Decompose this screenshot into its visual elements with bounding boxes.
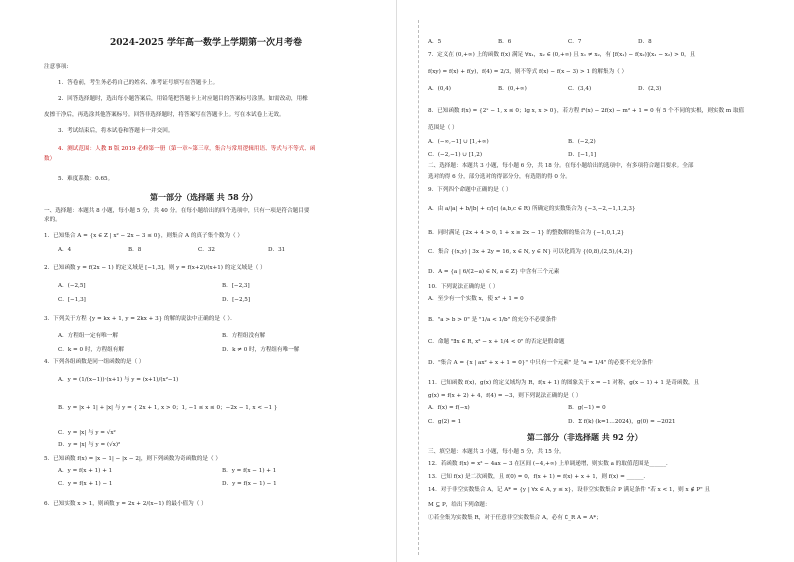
notice-item: 4．测试范围：人教 B 版 2019 必修第一册（第一章~第三章，集合与常用逻辑用语、等式与不等式、函 xyxy=(58,146,316,152)
option: B．"a > b > 0" 是 "1/a < 1/b" 的充分不必要条件 xyxy=(428,317,557,323)
option: B．同时满足 {2x + 4 > 0, 1 + x ≥ 2x − 1} 的整数解的集合为 {−1,0,1,2} xyxy=(428,230,625,236)
question-12: 12．若函数 f(x) = x² − 4ax − 3 在区间 (−4,+∞) 上单调递增，则实数 a 的取值范围是______． xyxy=(428,461,672,467)
question-5: 5．已知函数 f(x) = |x − 1| − |x − 2|，则下列函数为奇函数的是（ ） xyxy=(44,456,221,462)
option: C．7 xyxy=(568,39,582,45)
option: C．y = f(x + 1) − 1 xyxy=(58,481,113,487)
question-2: 2．已知函数 y = f(2x − 1) 的定义域是 [−1,3]，则 y = f(x+2)/(x+1) 的定义域是（ ） xyxy=(44,265,266,271)
option: D．[−2,5] xyxy=(222,297,251,303)
option: C．g(2) = 1 xyxy=(428,419,462,425)
option: C．(3,4) xyxy=(568,86,592,92)
question-6: 6．已知实数 x > 1，则函数 y = 2x + 2/(x−1) 的最小值为（ ） xyxy=(44,501,207,507)
option: A．4 xyxy=(58,247,72,253)
question-9: 9．下列四个命题中正确的是（ ） xyxy=(428,187,512,193)
question-1: 1．已知集合 A = {x ∈ Z | x² − 2x − 3 ≤ 0}，则集合 A 的真子集个数为（ ） xyxy=(44,233,243,239)
option: B．6 xyxy=(498,39,512,45)
option: C．y = |x| 与 y = √x² xyxy=(58,430,116,436)
option: A．(−∞,−1] ∪ [1,+∞) xyxy=(428,139,489,145)
question-7: 7．定义在 (0,+∞) 上的函数 f(x) 满足 ∀x₁，x₂ ∈ (0,+∞) 且 x₁ ≠ x₂，有 [f(x₁) − f(x₂)](x₁ − x₂) > 0，且 xyxy=(428,52,696,58)
notice-item: 数） xyxy=(44,156,56,162)
question-14: 14．对于非空实数集合 A，记 A* = {y | ∀x ∈ A, y ≤ x}，设非空实数集合 P 满足条件 "若 x < 1，则 x ∉ P" 且 xyxy=(428,487,711,493)
notice-title: 注意事项: xyxy=(44,64,69,70)
section-instruction: 二、选择题：本题共 3 小题，每小题 6 分，共 18 分。在每小题给出的选项中，有多项符合题目要求。全部 xyxy=(428,163,694,169)
option: B．8 xyxy=(128,247,142,253)
option: B．g(−1) = 0 xyxy=(568,405,606,411)
option: D．8 xyxy=(638,39,652,45)
question-14-cont: M ⊆ P，给出下列命题： xyxy=(428,502,491,508)
part2-title: 第二部分（非选择题 共 92 分） xyxy=(527,432,643,442)
option: C．32 xyxy=(198,247,215,253)
notice-item: 2．回答选择题时，选出每小题答案后，用铅笔把答题卡上对应题目的答案标号涂黑。如需改动，用橡 xyxy=(58,96,308,102)
option: A．至少有一个实数 x，使 x² + 1 = 0 xyxy=(428,296,524,302)
section-instruction: 一、选择题：本题共 8 小题，每小题 5 分，共 40 分。在每小题给出的四个选项中，只有一项是符合题目要 xyxy=(44,208,310,214)
notice-item: 1．答卷前，考生务必将自己的姓名、准考证号填写在答题卡上。 xyxy=(58,80,219,86)
option: A．(0,4) xyxy=(428,86,451,92)
option: D．A = {a | 6/(2−a) ∈ N, a ∈ Z} 中含有三个元素 xyxy=(428,269,560,275)
option: D．k ≠ 0 时，方程组有唯一解 xyxy=(222,347,300,353)
option: C．[−1,3] xyxy=(58,297,86,303)
section-instruction: 三、填空题：本题共 3 小题，每小题 5 分，共 15 分。 xyxy=(428,449,565,455)
question-8: 8．已知函数 f(x) = {2ˣ − 1, x ≤ 0；lg x, x > 0}，若方程 f²(x) − 2f(x) − m² + 1 = 0 有 5 个不同的实根，则实数 m 取值 xyxy=(428,108,745,114)
question-8-cont: 范围是（ ） xyxy=(428,125,458,131)
option: A．f(x) = f(−x) xyxy=(428,405,470,411)
option: B．(0,+∞) xyxy=(498,86,527,92)
question-7-cont: f(xy) = f(x) + f(y)，f(4) = 2/3，则不等式 f(x) − f(x − 3) > 1 的解集为（ ） xyxy=(428,69,628,75)
option: D．31 xyxy=(268,247,286,253)
option: B．[−2,3] xyxy=(222,283,250,289)
right-column xyxy=(397,0,794,562)
option: C．命题 "∃x ∈ R, x² − x + 1/4 < 0" 的否定是假命题 xyxy=(428,339,565,345)
question-14-item: ①若全集为实数集 R，对于任意非空实数集合 A，必有 ∁_R A = A*； xyxy=(428,515,602,521)
option: D．"集合 A = {x | ax² + x + 1 = 0}" 中只有一个元素" 是 "a = 1/4" 的必要不充分条件 xyxy=(428,360,653,366)
notice-item: 5．难度系数：0.65。 xyxy=(58,176,114,182)
option: B．y = |x + 1| + |x| 与 y = { 2x + 1, x > 0；1, −1 ≤ x ≤ 0；−2x − 1, x < −1 } xyxy=(58,405,278,411)
option: D．(2,3) xyxy=(638,86,662,92)
question-11: 11．已知函数 f(x)，g(x) 的定义域均为 R，f(x + 1) 的图象关于 x = −1 对称，g(x − 1) + 1 是奇函数，且 xyxy=(428,380,700,386)
option: C．集合 {(x,y) | 3x + 2y = 16, x ∈ N, y ∈ N} 可以化简为 {(0,8),(2,5),(4,2)} xyxy=(428,249,634,255)
option: C．(−2,−1) ∪ [1,2) xyxy=(428,152,483,158)
section-instruction: 求的。 xyxy=(44,217,61,223)
question-13: 13．已知 f(x) 是二次函数，且 f(0) = 0，f(x + 1) = f(x) + x + 1，则 f(x) = ______． xyxy=(428,474,649,480)
section-instruction: 选对的得 6 分，部分选对的得部分分，有选错的得 0 分。 xyxy=(428,174,571,180)
option: B．方程组没有解 xyxy=(222,333,266,339)
option: B．(−2,2) xyxy=(568,139,596,145)
option: C．k = 0 时，方程组有解 xyxy=(58,347,124,353)
option: D．y = |x| 与 y = (√x)² xyxy=(58,442,121,448)
option: B．y = f(x − 1) + 1 xyxy=(222,468,277,474)
question-11-cont: g(x) = f(x + 2) + 4，f(4) = −3，则下列说法正确的是（ ） xyxy=(428,393,582,399)
option: A．由 a/|a| + b/|b| + c/|c| (a,b,c ∈ R) 所确定的实数集合为 {−3,−2,−1,1,2,3} xyxy=(428,206,636,212)
part1-title: 第一部分（选择题 共 58 分） xyxy=(150,192,258,202)
question-3: 3．下列关于方程 {y = kx + 1, y = 2kx + 3} 的解的说法中正确的是（ ）． xyxy=(44,316,236,322)
option: D．Σ f(k) (k=1…2024)，g(0) = −2021 xyxy=(568,419,676,425)
option: D．y = f(x − 1) − 1 xyxy=(222,481,277,487)
option: A．(−2,5] xyxy=(58,283,86,289)
question-4: 4．下列各组函数是同一组函数的是（ ） xyxy=(44,359,145,365)
notice-item: 皮擦干净后，再选涂其他答案标号。回答非选择题时，将答案写在答题卡上。写在本试卷上无效。 xyxy=(44,112,285,118)
option: D．[−1,1] xyxy=(568,152,597,158)
option: A．y = f(x + 1) + 1 xyxy=(58,468,113,474)
notice-item: 3．考试结束后，将本试卷和答题卡一并交回。 xyxy=(58,128,174,134)
question-10: 10．下列说法正确的是（ ） xyxy=(428,284,499,290)
option: A．方程组一定有唯一解 xyxy=(58,333,118,339)
option: A．y = (1/(x−1))·(x+1) 与 y = (x+1)/(x²−1) xyxy=(58,377,179,383)
option: A．5 xyxy=(428,39,442,45)
exam-title: 2024-2025 学年高一数学上学期第一次月考卷 xyxy=(110,38,302,48)
